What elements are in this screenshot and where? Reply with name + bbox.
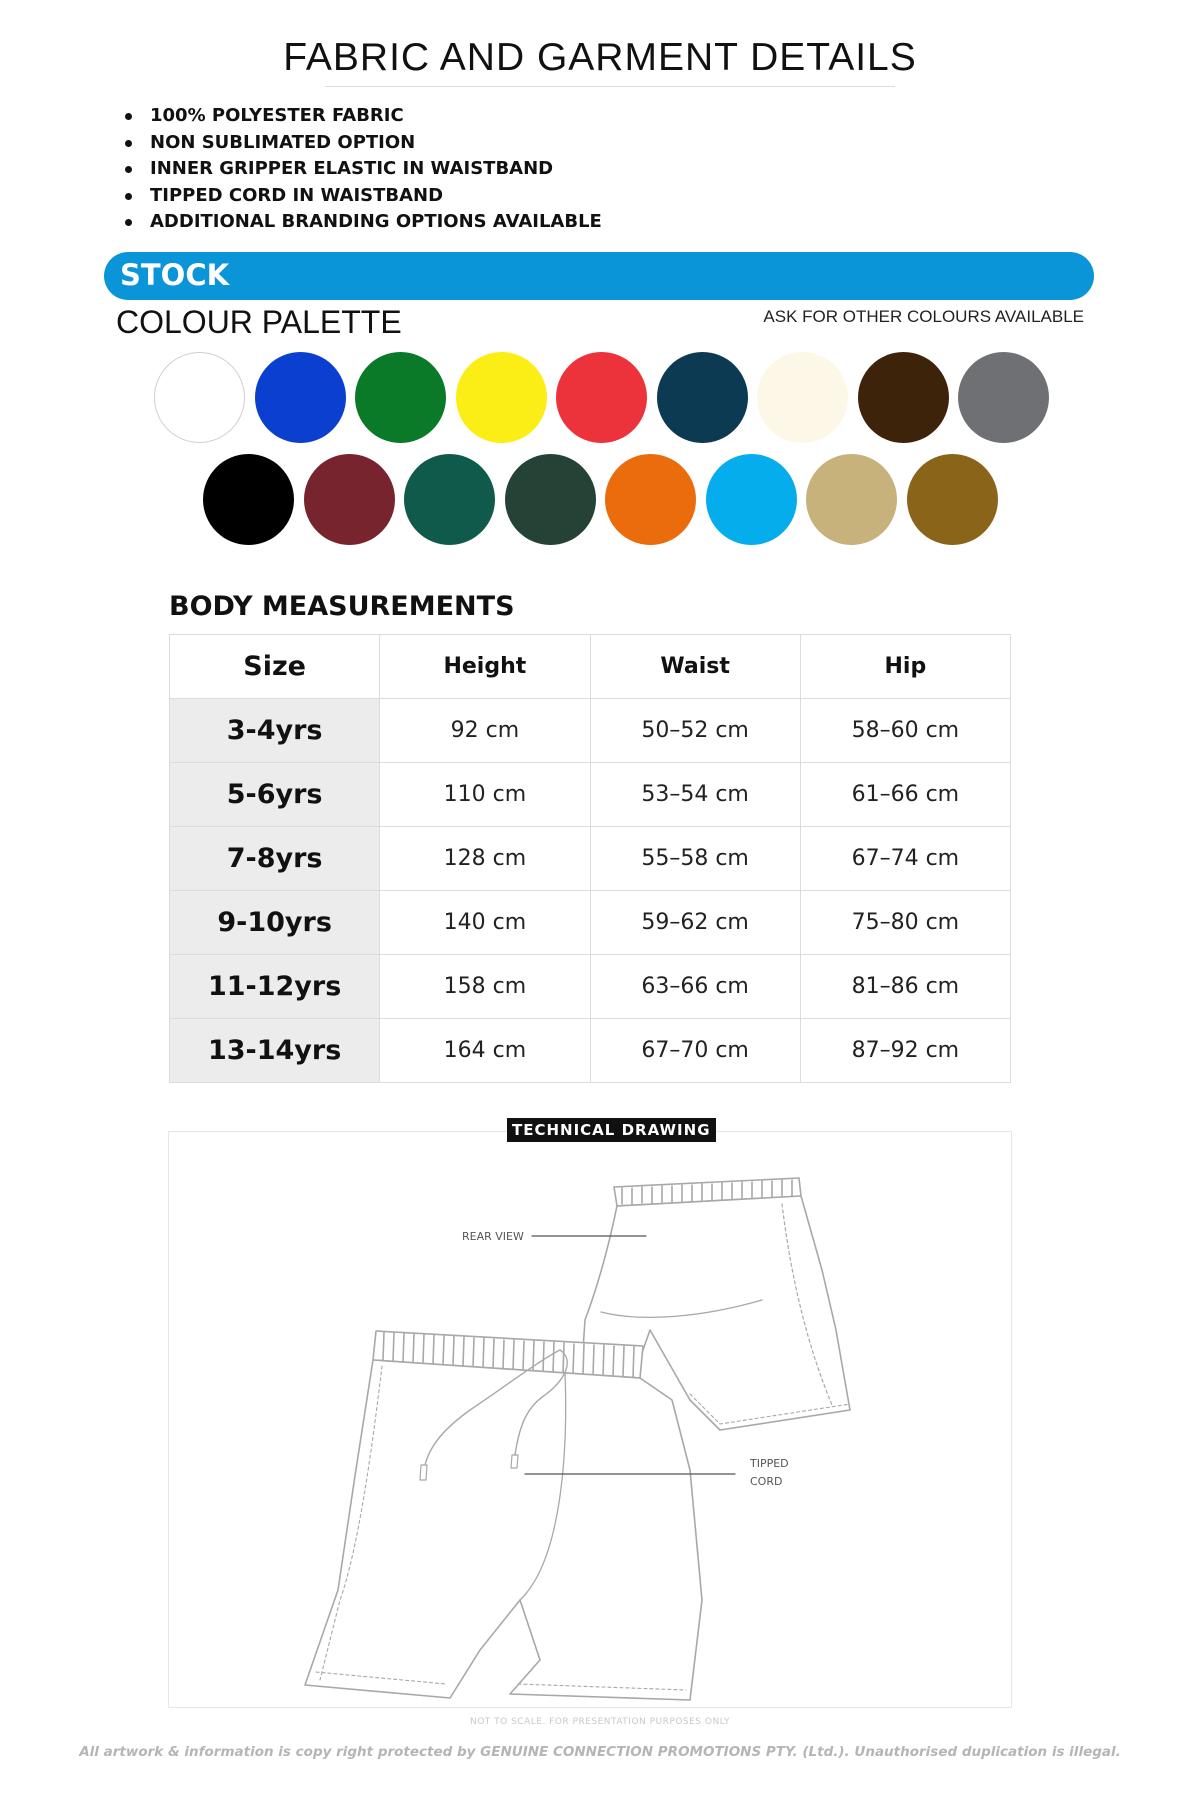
height-cell: 110 cm: [380, 763, 590, 827]
feature-item: 100% POLYESTER FABRIC: [122, 103, 602, 130]
stock-banner-label: STOCK: [120, 258, 230, 292]
size-cell: 3-4yrs: [170, 699, 380, 763]
height-cell: 158 cm: [380, 955, 590, 1019]
waist-cell: 63–66 cm: [590, 955, 800, 1019]
tipped-cord-label-line-1: TIPPED: [750, 1457, 789, 1470]
height-cell: 164 cm: [380, 1019, 590, 1083]
copyright-notice: All artwork & information is copy right protected by GENUINE CONNECTION PROMOTIONS PTY. (Ltd.). Unauthorised duplication is illegal.: [79, 1744, 1121, 1760]
tipped-cord-label-line-2: CORD: [750, 1475, 783, 1488]
size-cell: 5-6yrs: [170, 763, 380, 827]
front-view-shorts: [305, 1331, 702, 1700]
height-cell: 128 cm: [380, 827, 590, 891]
column-header-height: Height: [380, 635, 590, 699]
not-to-scale-note: NOT TO SCALE. FOR PRESENTATION PURPOSES ONLY: [469, 1717, 731, 1727]
measurements-title: BODY MEASUREMENTS: [169, 591, 515, 622]
palette-note: ASK FOR OTHER COLOURS AVAILABLE: [763, 307, 1084, 326]
technical-drawing-label: TECHNICAL DRAWING: [507, 1118, 716, 1142]
page-title: FABRIC AND GARMENT DETAILS: [283, 36, 917, 79]
size-cell: 7-8yrs: [170, 827, 380, 891]
size-cell: 11-12yrs: [170, 955, 380, 1019]
column-header-waist: Waist: [590, 635, 800, 699]
feature-item: NON SUBLIMATED OPTION: [122, 130, 602, 157]
hip-cell: 87–92 cm: [800, 1019, 1010, 1083]
waist-cell: 53–54 cm: [590, 763, 800, 827]
height-cell: 140 cm: [380, 891, 590, 955]
waist-cell: 59–62 cm: [590, 891, 800, 955]
rear-view-label: REAR VIEW: [462, 1230, 524, 1243]
height-cell: 92 cm: [380, 699, 590, 763]
hip-cell: 61–66 cm: [800, 763, 1010, 827]
hip-cell: 67–74 cm: [800, 827, 1010, 891]
hip-cell: 58–60 cm: [800, 699, 1010, 763]
feature-item: ADDITIONAL BRANDING OPTIONS AVAILABLE: [122, 209, 602, 236]
waist-cell: 55–58 cm: [590, 827, 800, 891]
column-header-size: Size: [170, 635, 380, 699]
hip-cell: 81–86 cm: [800, 955, 1010, 1019]
palette-title: COLOUR PALETTE: [116, 304, 402, 340]
feature-item: TIPPED CORD IN WAISTBAND: [122, 183, 602, 210]
feature-item: INNER GRIPPER ELASTIC IN WAISTBAND: [122, 156, 602, 183]
size-cell: 9-10yrs: [170, 891, 380, 955]
size-cell: 13-14yrs: [170, 1019, 380, 1083]
waist-cell: 67–70 cm: [590, 1019, 800, 1083]
column-header-hip: Hip: [800, 635, 1010, 699]
hip-cell: 75–80 cm: [800, 891, 1010, 955]
waist-cell: 50–52 cm: [590, 699, 800, 763]
